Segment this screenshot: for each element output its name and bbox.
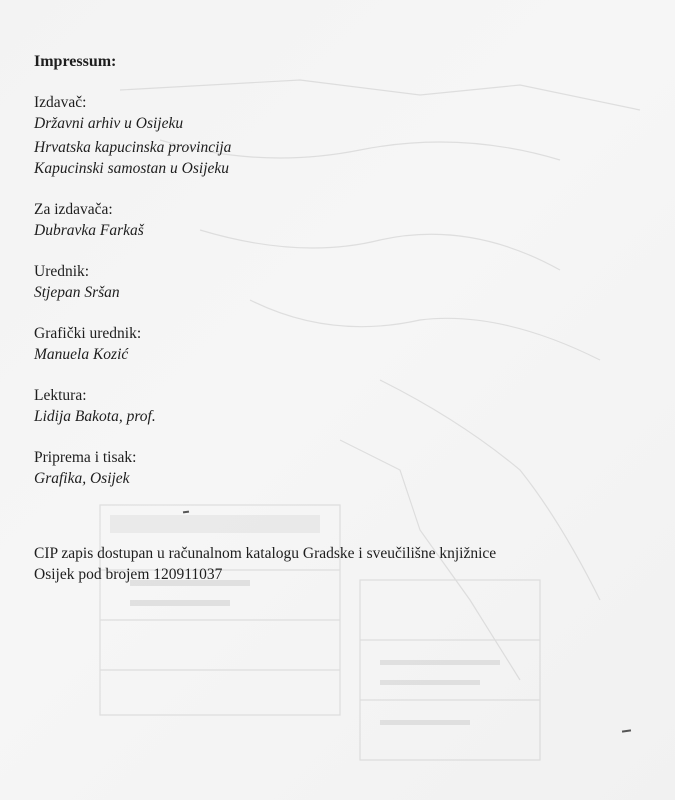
for-publisher-section [34, 199, 634, 241]
graphic-editor-section [34, 323, 634, 365]
cip-line: CIP zapis dostupan u računalnom katalogu Gradske i sveučilišne knjižnice [34, 545, 497, 562]
proofreading-label: Lektura: [34, 387, 87, 404]
cip-line: Osijek pod brojem 120911037 [34, 566, 223, 583]
publisher-section [34, 92, 634, 179]
for-publisher-name: Dubravka Farkaš [34, 222, 144, 239]
proofreading-name: Lidija Bakota, prof. [34, 408, 156, 425]
impressum-heading: Impressum: [34, 53, 117, 70]
publisher-name: Kapucinski samostan u Osijeku [34, 160, 230, 177]
for-publisher-label: Za izdavača: [34, 201, 113, 218]
publisher-label: Izdavač: [34, 94, 87, 111]
editor-name: Stjepan Sršan [34, 284, 120, 301]
graphic-editor-name: Manuela Kozić [34, 346, 129, 363]
proofreading-section [34, 385, 634, 427]
print-name: Grafika, Osijek [34, 470, 130, 487]
print-label: Priprema i tisak: [34, 449, 137, 466]
graphic-editor-label: Grafički urednik: [34, 325, 142, 342]
editor-label: Urednik: [34, 263, 90, 280]
publisher-name: Hrvatska kapucinska provincija [34, 139, 232, 156]
print-section [34, 447, 634, 489]
impressum-block [34, 52, 634, 509]
cip-record [34, 543, 634, 585]
editor-section [34, 261, 634, 303]
publisher-name: Državni arhiv u Osijeku [34, 115, 184, 132]
